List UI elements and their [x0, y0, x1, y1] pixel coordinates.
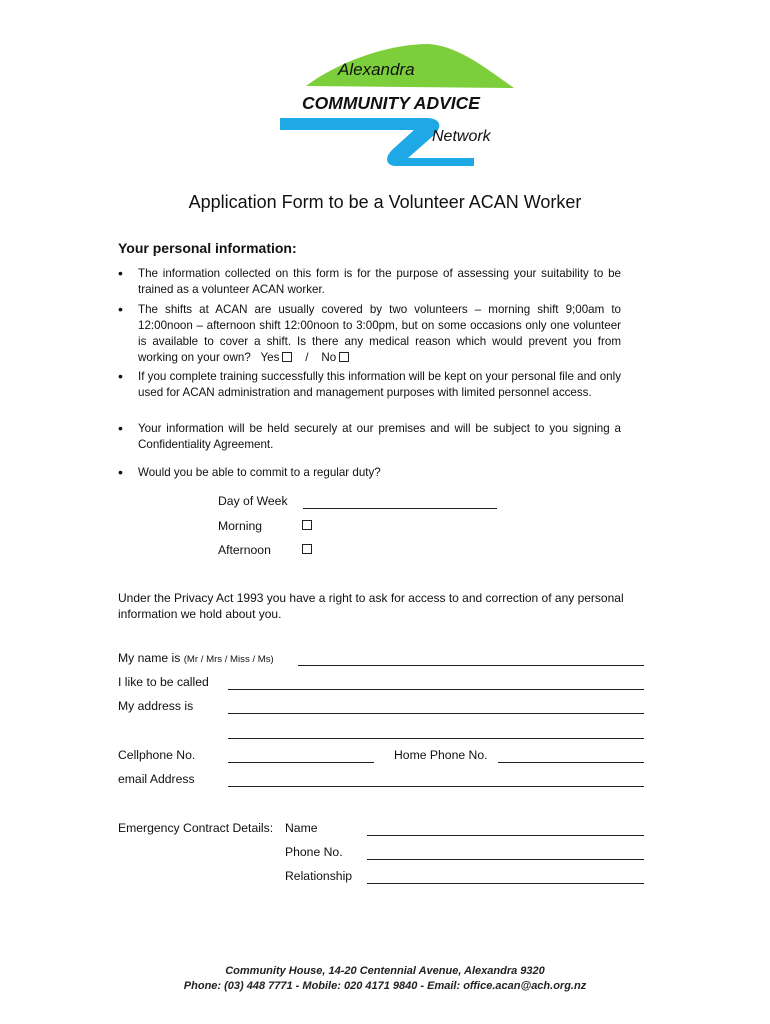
bullet-dot: • — [118, 368, 123, 384]
emergency-label: Emergency Contract Details: — [118, 821, 274, 835]
section-heading: Your personal information: — [118, 240, 297, 256]
address-label: My address is — [118, 699, 194, 713]
emergency-name-label: Name — [285, 821, 318, 835]
bullet-shifts — [138, 302, 621, 366]
morning-label: Morning — [218, 519, 263, 533]
home-phone-field[interactable] — [498, 762, 644, 763]
home-phone-label: Home Phone No. — [394, 748, 488, 762]
bullet-dot: • — [118, 420, 123, 436]
logo-line-3: Network — [432, 128, 491, 145]
name-label — [118, 651, 274, 665]
day-of-week-label: Day of Week — [218, 494, 288, 508]
title-options: (Mr / Mrs / Miss / Ms) — [183, 654, 274, 665]
footer-address: Community House, 14-20 Centennial Avenue, Alexandra 9320 — [225, 965, 545, 977]
emergency-phone-label: Phone No. — [285, 845, 343, 859]
address-field-line-2[interactable] — [228, 738, 644, 739]
cellphone-field[interactable] — [228, 762, 374, 763]
cellphone-label: Cellphone No. — [118, 748, 196, 762]
no-label: No — [321, 351, 337, 364]
day-of-week-field[interactable] — [303, 508, 497, 509]
shifts-text: The shifts at ACAN are usually covered by two volunteers – morning shift 9;00am to 12:00noon – afternoon shift 12:00noon to 3:00pm, but on some occasions only one volunteer is available to cover a shift. Is there any medical reason which would prevent you from working on your own? — [138, 303, 621, 364]
name-field[interactable] — [298, 665, 644, 666]
page-title: Application Form to be a Volunteer ACAN Worker — [188, 192, 582, 212]
bullet-duty: Would you be able to commit to a regular duty? — [138, 466, 381, 479]
afternoon-label: Afternoon — [218, 543, 271, 557]
bullet-training: If you complete training successfully this information will be kept on your personal file and only used for ACAN administration and management purposes with limited personnel access. — [138, 370, 621, 399]
slash-separator: / — [305, 351, 309, 364]
email-label: email Address — [118, 772, 195, 786]
footer-contact: Phone: (03) 448 7771 - Mobile: 020 4171 9840 - Email: office.acan@ach.org.nz — [183, 980, 587, 992]
logo-line-1: Alexandra — [338, 60, 415, 79]
emergency-relationship-label: Relationship — [285, 869, 353, 883]
email-field[interactable] — [228, 786, 644, 787]
emergency-relationship-field[interactable] — [367, 883, 644, 884]
bullet-dot: • — [118, 301, 123, 317]
acan-logo — [278, 36, 518, 166]
preferred-name-field[interactable] — [228, 689, 644, 690]
privacy-notice: Under the Privacy Act 1993 you have a right to ask for access to and correction of any personal information we hold about you. — [118, 591, 624, 621]
name-label-text: My name is — [118, 651, 181, 665]
morning-checkbox[interactable] — [302, 520, 312, 530]
bullet-purpose: The information collected on this form is for the purpose of assessing your suitability to be trained as a volunteer ACAN worker. — [138, 267, 621, 296]
bullet-dot: • — [118, 464, 123, 480]
no-checkbox[interactable] — [339, 352, 349, 362]
yes-checkbox[interactable] — [282, 352, 292, 362]
called-label: I like to be called — [118, 675, 209, 689]
bullet-dot: • — [118, 265, 123, 281]
bullet-security: Your information will be held securely at our premises and will be subject to you signing a Confidentiality Agreement. — [138, 422, 621, 451]
logo-line-2: COMMUNITY ADVICE — [302, 93, 480, 113]
emergency-name-field[interactable] — [367, 835, 644, 836]
afternoon-checkbox[interactable] — [302, 544, 312, 554]
emergency-phone-field[interactable] — [367, 859, 644, 860]
yes-label: Yes — [260, 351, 280, 364]
address-field-line-1[interactable] — [228, 713, 644, 714]
